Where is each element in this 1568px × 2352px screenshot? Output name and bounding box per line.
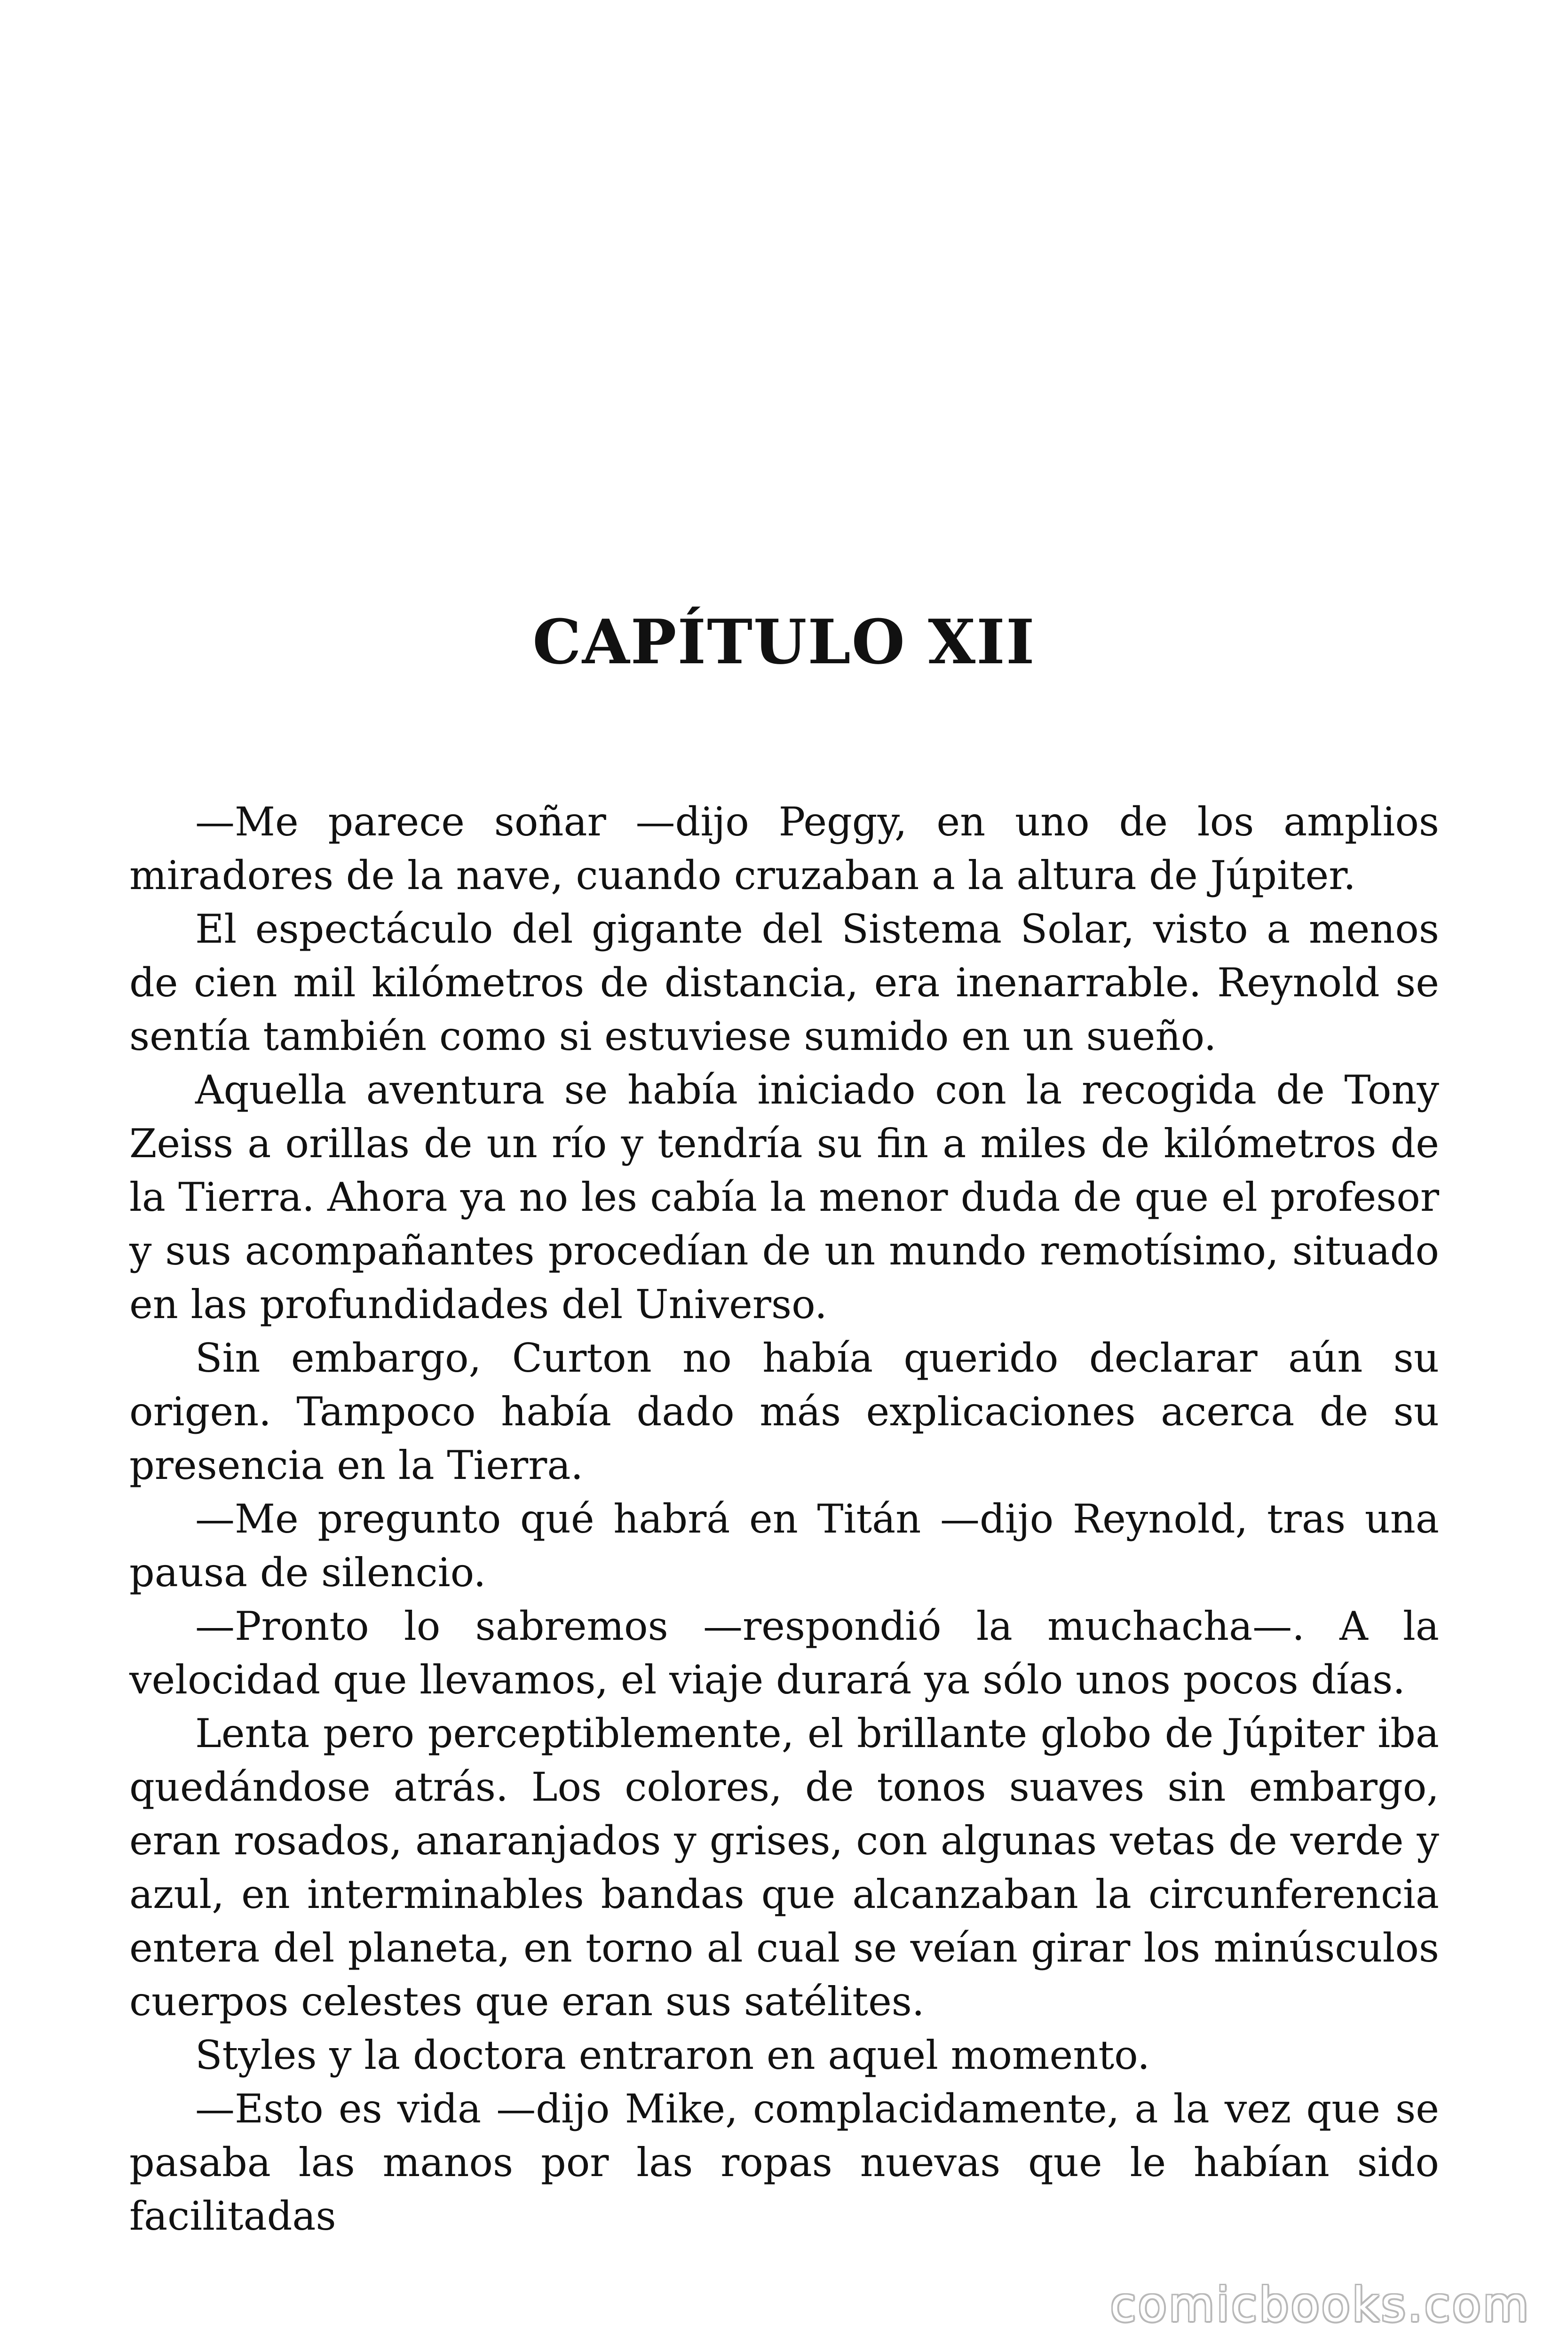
paragraph: El espectáculo del gigante del Sistema Solar, visto a menos de cien mil kilómetros de distancia, era inenarrable. Reynold se sentía también como si estuviese sumido en un sueño. — [129, 906, 1439, 1059]
chapter-body — [129, 795, 1439, 2243]
paragraph: Sin embargo, Curton no había querido declarar aún su origen. Tampoco había dado más explicaciones acerca de su presencia en la Tierra. — [129, 1335, 1439, 1488]
paragraph: —Me pregunto qué habrá en Titán —dijo Reynold, tras una pausa de silencio. — [129, 1496, 1439, 1596]
paragraph: —Me parece soñar —dijo Peggy, en uno de los amplios miradores de la nave, cuando cruzaban a la altura de Júpiter. — [129, 799, 1439, 898]
paragraph: —Pronto lo sabremos —respondió la muchacha—. A la velocidad que llevamos, el viaje durará ya sólo unos pocos días. — [129, 1603, 1439, 1703]
chapter-title: CAPÍTULO XII — [532, 606, 1036, 678]
paragraph: —Esto es vida —dijo Mike, complacidamente, a la vez que se pasaba las manos por las ropas nuevas que le habían sido facilitadas — [129, 2086, 1439, 2239]
paragraph: Lenta pero perceptiblemente, el brillante globo de Júpiter iba quedándose atrás. Los colores, de tonos suaves sin embargo, eran rosados, anaranjados y grises, con algunas vetas de verde y azul, en interminables bandas que alcanzaban la circunferencia entera del planeta, en torno al cual se veían girar los minúsculos cuerpos celestes que eran sus satélites. — [129, 1710, 1439, 2025]
watermark: comicbooks.com — [1110, 2277, 1530, 2332]
paragraph: Aquella aventura se había iniciado con la recogida de Tony Zeiss a orillas de un río y tendría su fin a miles de kilómetros de la Tierra. Ahora ya no les cabía la menor duda de que el profesor y sus acompañantes procedían de un mundo remotísimo, situado en las profundidades del Universo. — [129, 1067, 1439, 1327]
paragraph: Styles y la doctora entraron en aquel momento. — [195, 2032, 1150, 2078]
